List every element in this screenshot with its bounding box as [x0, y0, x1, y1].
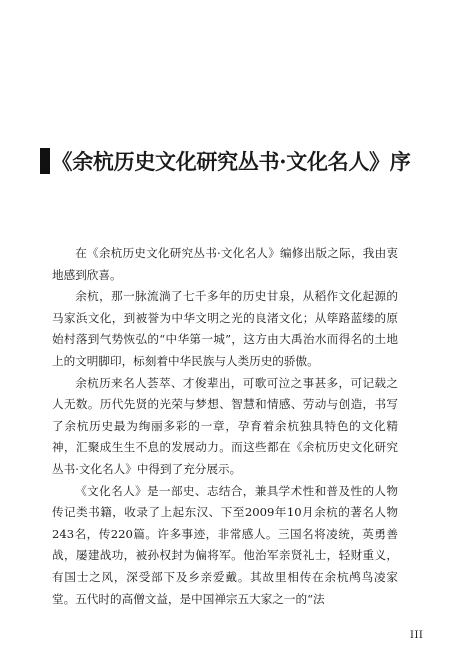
page-title — [0, 146, 450, 176]
paragraph: 《文化名人》是一部史、志结合，兼具学术性和普及性的人物传记类书籍，收录了上起东汉、下至2009年10月余杭的著名人物243名，传220篇。许多事迹，非常感人。三国名将凌统，英勇善战，屡建战功，被孙权封为偏将军。他治军亲贤礼士，轻财重义，有国士之风，深受部下及乡亲爱戴。其故里相传在余杭鸬鸟凌家堂。五代时的高僧文益，是中国禅宗五大家之一的“法 — [52, 483, 398, 606]
paragraph: 在《余杭历史文化研究丛书·文化名人》编修出版之际，我由衷地感到欣喜。 — [52, 246, 398, 282]
paragraph: 余杭，那一脉流淌了七千多年的历史甘泉，从稻作文化起源的马家浜文化，到被誉为中华文明之光的良渚文化；从筚路蓝缕的原始村落到气势恢弘的“中华第一城”，这方由大禹治水而得名的土地上的文明脚印，标刻着中华民族与人类历史的骄傲。 — [52, 289, 398, 368]
page-number: III — [410, 630, 424, 641]
body-text — [52, 243, 398, 610]
title-marker — [40, 148, 50, 174]
paragraph: 余杭历来名人荟萃、才俊辈出，可歌可泣之事甚多，可记载之人无数。历代先贤的光荣与梦想、智慧和情感、劳动与创造，书写了余杭历史最为绚丽多彩的一章，孕育着余杭独具特色的文化精神，汇聚成生生不息的发展动力。而这些都在《余杭历史文化研究丛书·文化名人》中得到了充分展示。 — [52, 375, 398, 476]
title-text: 《余杭历史文化研究丛书·文化名人》序 — [51, 149, 411, 174]
